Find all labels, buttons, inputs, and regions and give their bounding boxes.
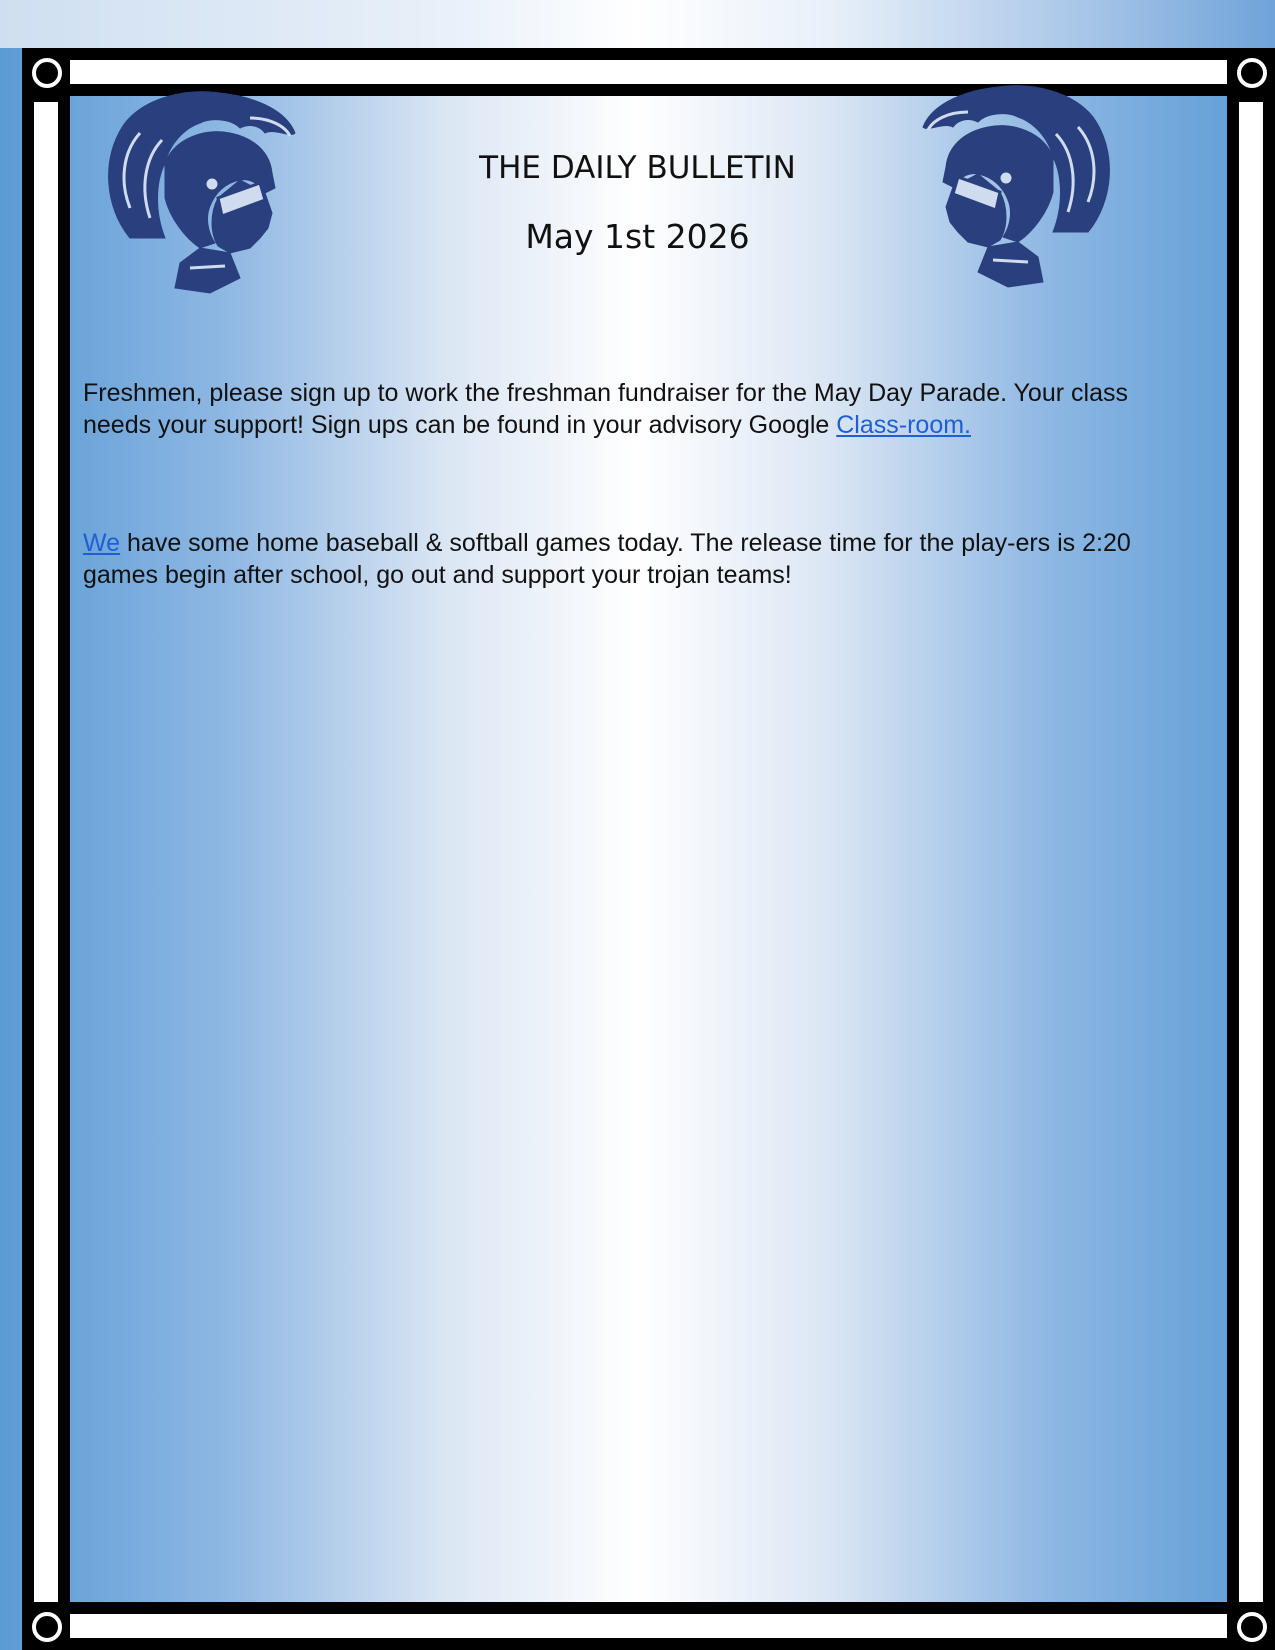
- announcement-games: [83, 527, 1193, 591]
- meander-pattern-bottom: [70, 1608, 1227, 1644]
- bulletin-title: THE DAILY BULLETIN: [479, 150, 796, 186]
- meander-pattern-right: [1233, 102, 1269, 1644]
- we-link[interactable]: We: [83, 529, 121, 557]
- border-left: [22, 96, 70, 1650]
- corner-ornament-top-right: [1227, 48, 1275, 96]
- top-margin: [0, 0, 1275, 48]
- corner-ornament-bottom-right: [1227, 1602, 1275, 1650]
- meander-pattern-left: [28, 102, 64, 1644]
- corner-ornament-top-left: [22, 48, 70, 96]
- announcement-text: Freshmen, please sign up to work the freshman fundraiser for the May Day Parade. Your class needs your support! Sign ups can be found in your advisory Google: [83, 379, 1128, 439]
- border-right: [1227, 96, 1275, 1650]
- corner-ornament-bottom-left: [22, 1602, 70, 1650]
- announcement-fundraiser: [83, 377, 1193, 441]
- bulletin-date: May 1st 2026: [525, 217, 750, 256]
- announcement-text: have some home baseball & softball games today. The release time for the play-ers is 2:20 games begin after school, go out and support your trojan teams!: [83, 529, 1131, 589]
- trojan-head-icon-left: [100, 88, 300, 298]
- trojan-head-icon-right: [918, 82, 1118, 292]
- classroom-link[interactable]: Class-room.: [836, 411, 971, 439]
- border-bottom: [22, 1602, 1275, 1650]
